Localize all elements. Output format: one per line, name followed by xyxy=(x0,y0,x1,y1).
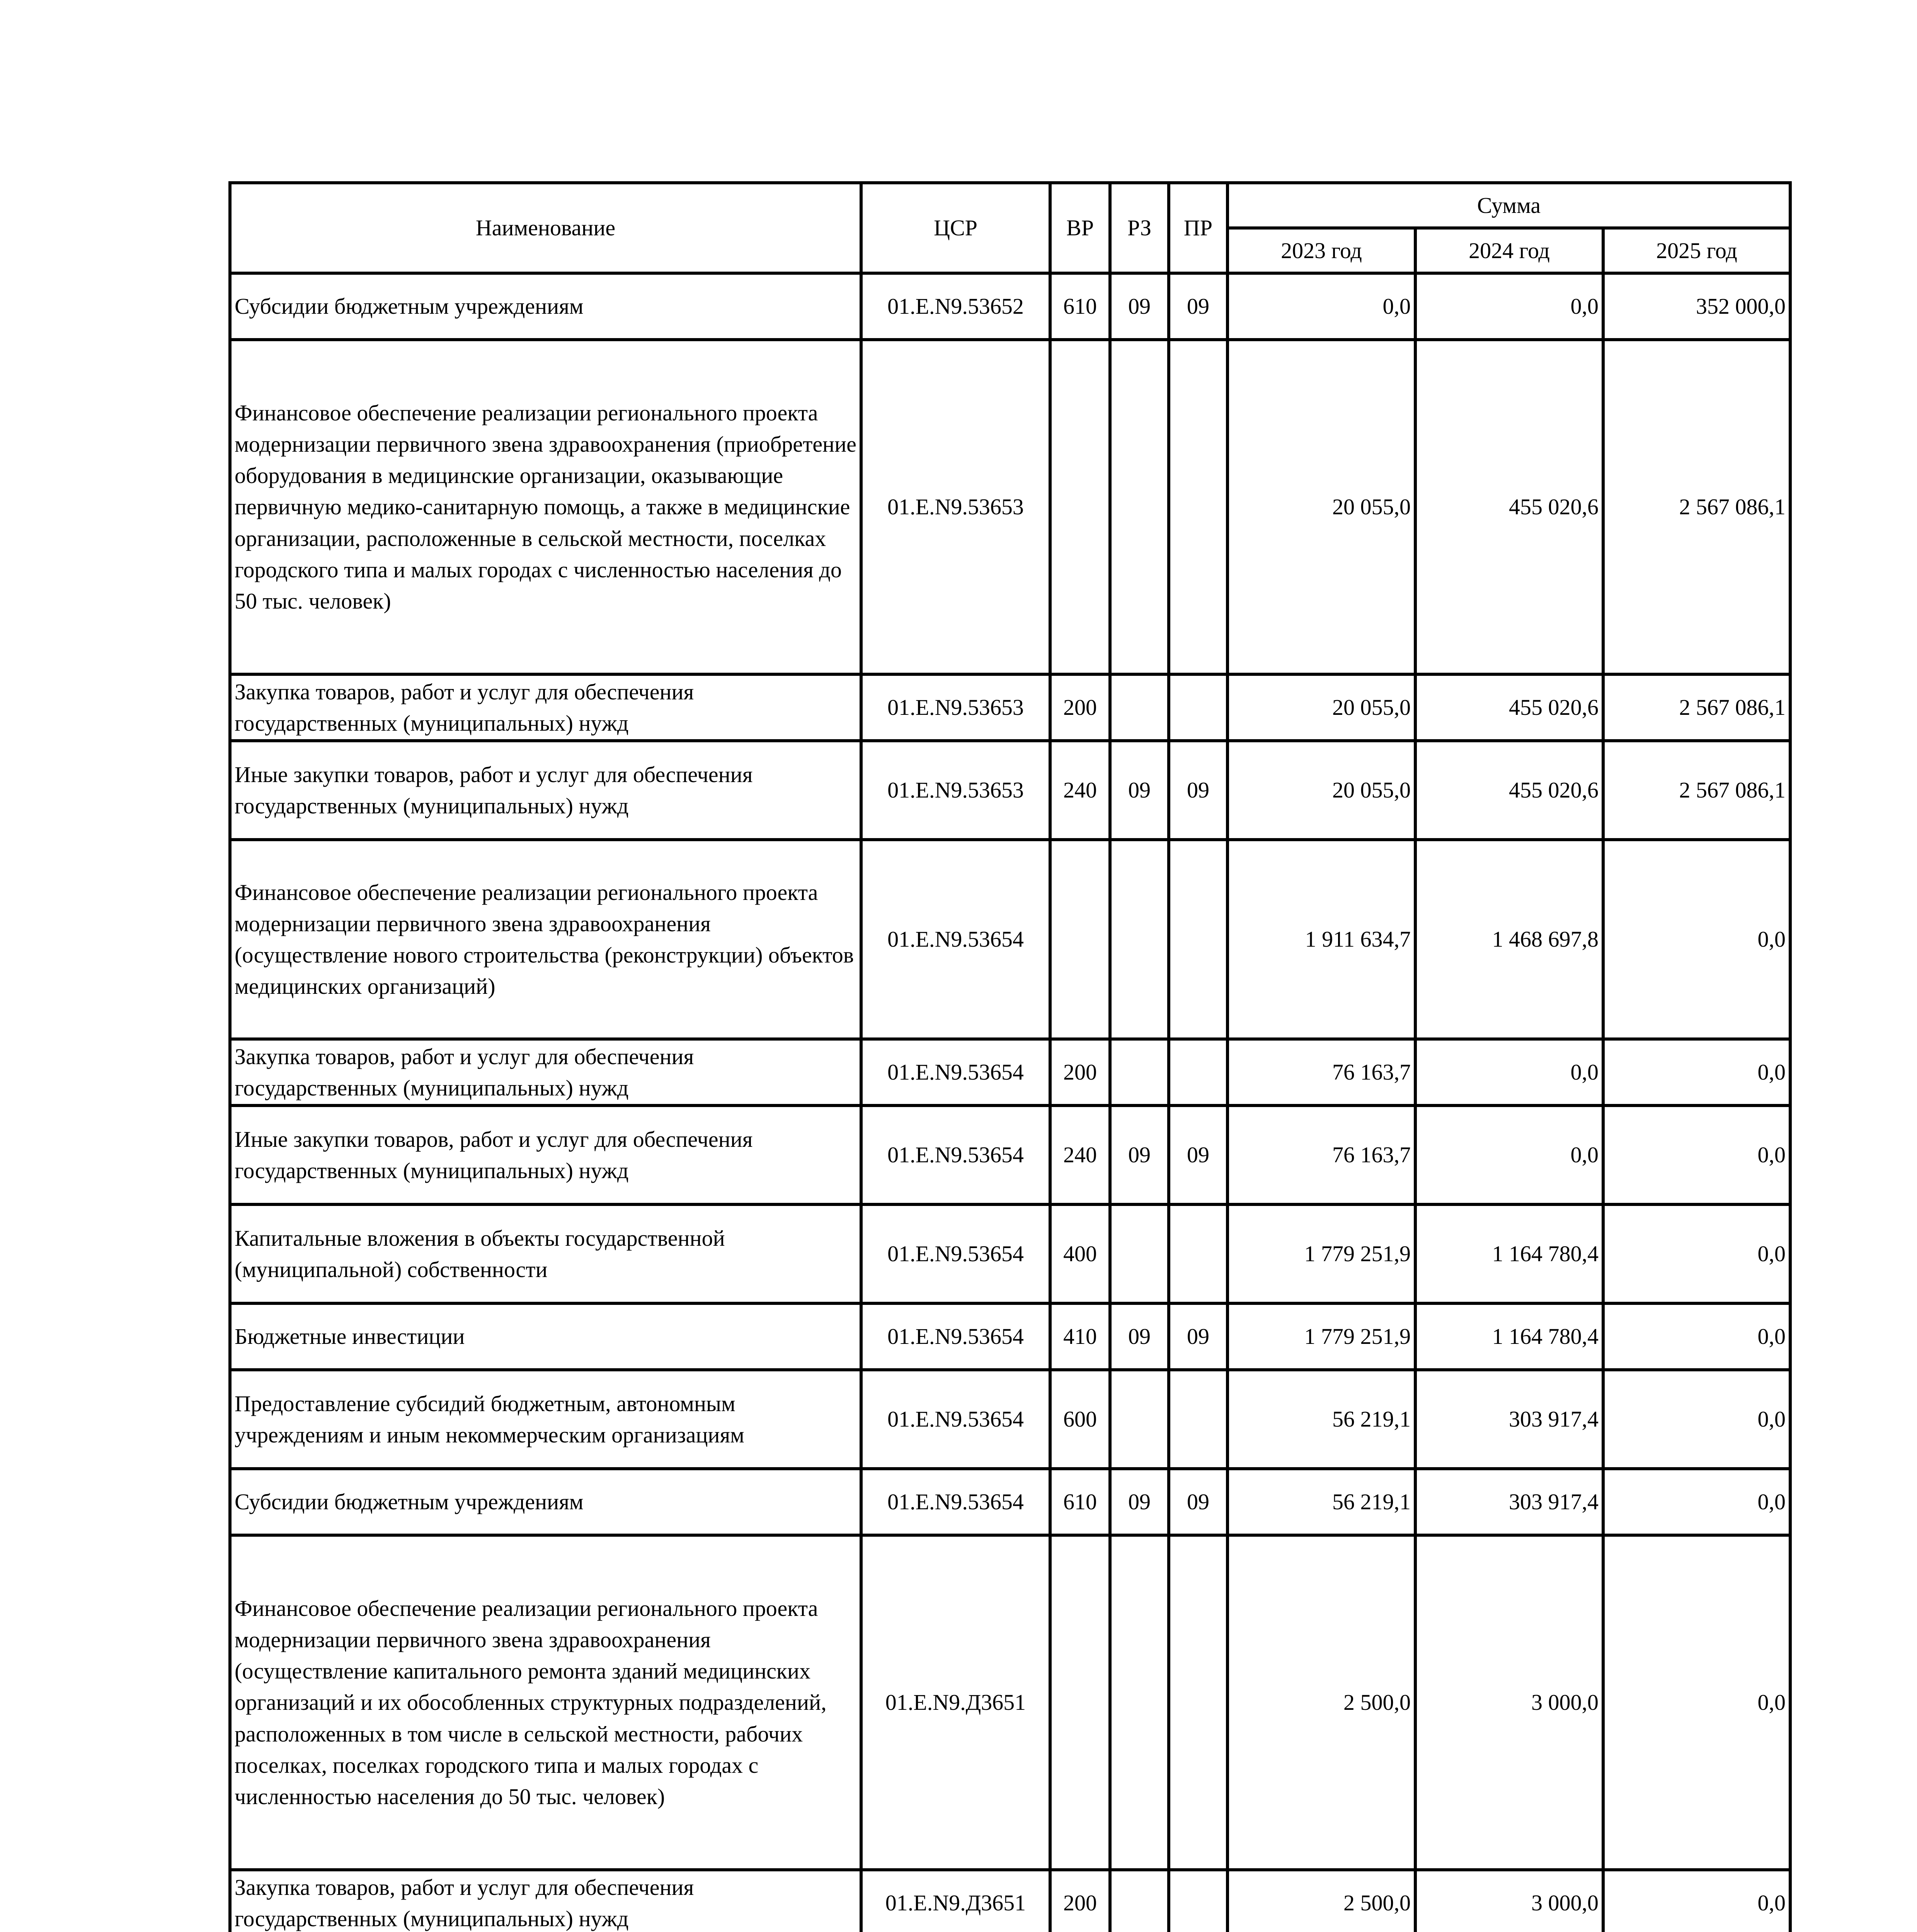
cell-y2025: 0,0 xyxy=(1603,1370,1790,1469)
cell-pr: 09 xyxy=(1169,1105,1227,1204)
cell-pr: 09 xyxy=(1169,1303,1227,1370)
header-vr: ВР xyxy=(1050,183,1110,273)
cell-pr xyxy=(1169,1204,1227,1303)
cell-y2025: 0,0 xyxy=(1603,1204,1790,1303)
cell-rz xyxy=(1110,1204,1169,1303)
cell-vr: 610 xyxy=(1050,273,1110,340)
budget-table xyxy=(228,181,1792,1932)
cell-y2023: 1 779 251,9 xyxy=(1227,1303,1415,1370)
cell-name: Субсидии бюджетным учреждениям xyxy=(230,273,861,340)
cell-y2025: 2 567 086,1 xyxy=(1603,741,1790,840)
cell-vr xyxy=(1050,840,1110,1039)
cell-y2023: 2 500,0 xyxy=(1227,1870,1415,1932)
cell-pr xyxy=(1169,1039,1227,1105)
cell-name: Субсидии бюджетным учреждениям xyxy=(230,1469,861,1535)
cell-vr xyxy=(1050,1535,1110,1870)
cell-rz: 09 xyxy=(1110,1469,1169,1535)
cell-rz xyxy=(1110,674,1169,741)
cell-csr: 01.Е.N9.53654 xyxy=(861,840,1050,1039)
cell-y2025: 2 567 086,1 xyxy=(1603,340,1790,674)
cell-name: Закупка товаров, работ и услуг для обеспечения государственных (муниципальных) нужд xyxy=(230,1039,861,1105)
table-row xyxy=(230,273,1790,340)
cell-csr: 01.Е.N9.53654 xyxy=(861,1105,1050,1204)
header-2025: 2025 год xyxy=(1603,228,1790,273)
cell-rz xyxy=(1110,1039,1169,1105)
cell-rz: 09 xyxy=(1110,741,1169,840)
cell-csr: 01.Е.N9.Д3651 xyxy=(861,1535,1050,1870)
cell-y2023: 76 163,7 xyxy=(1227,1039,1415,1105)
cell-pr xyxy=(1169,340,1227,674)
cell-vr: 400 xyxy=(1050,1204,1110,1303)
cell-pr: 09 xyxy=(1169,1469,1227,1535)
cell-vr: 200 xyxy=(1050,674,1110,741)
cell-name: Закупка товаров, работ и услуг для обеспечения государственных (муниципальных) нужд xyxy=(230,674,861,741)
cell-y2025: 0,0 xyxy=(1603,1469,1790,1535)
cell-csr: 01.Е.N9.53653 xyxy=(861,340,1050,674)
cell-pr: 09 xyxy=(1169,273,1227,340)
cell-csr: 01.Е.N9.53652 xyxy=(861,273,1050,340)
cell-name: Финансовое обеспечение реализации регионального проекта модернизации первичного звена здравоохранения (осуществление капитального ремонта зданий медицинских организаций и их обособленных структурных подразделений, расположенных в том числе в сельской местности, рабочих поселках, поселках городского типа и малых городах с численностью населения до 50 тыс. человек) xyxy=(230,1535,861,1870)
cell-y2024: 0,0 xyxy=(1415,1039,1603,1105)
cell-y2025: 352 000,0 xyxy=(1603,273,1790,340)
cell-rz xyxy=(1110,1370,1169,1469)
header-2023: 2023 год xyxy=(1227,228,1415,273)
cell-vr: 240 xyxy=(1050,1105,1110,1204)
cell-rz xyxy=(1110,840,1169,1039)
cell-pr xyxy=(1169,840,1227,1039)
header-sum: Сумма xyxy=(1227,183,1790,228)
cell-name: Предоставление субсидий бюджетным, автономным учреждениям и иным некоммерческим организациям xyxy=(230,1370,861,1469)
cell-vr: 410 xyxy=(1050,1303,1110,1370)
cell-pr: 09 xyxy=(1169,741,1227,840)
cell-name: Финансовое обеспечение реализации регионального проекта модернизации первичного звена здравоохранения (осуществление нового строительства (реконструкции) объектов медицинских организаций) xyxy=(230,840,861,1039)
table-row xyxy=(230,674,1790,741)
cell-y2025: 0,0 xyxy=(1603,840,1790,1039)
cell-y2024: 455 020,6 xyxy=(1415,674,1603,741)
cell-csr: 01.Е.N9.53654 xyxy=(861,1469,1050,1535)
cell-y2025: 2 567 086,1 xyxy=(1603,674,1790,741)
cell-y2023: 0,0 xyxy=(1227,273,1415,340)
header-csr: ЦСР xyxy=(861,183,1050,273)
cell-y2023: 1 911 634,7 xyxy=(1227,840,1415,1039)
cell-name: Иные закупки товаров, работ и услуг для обеспечения государственных (муниципальных) нужд xyxy=(230,1105,861,1204)
cell-rz: 09 xyxy=(1110,1303,1169,1370)
cell-rz xyxy=(1110,1535,1169,1870)
table-row xyxy=(230,1870,1790,1932)
cell-pr xyxy=(1169,1535,1227,1870)
cell-y2024: 1 164 780,4 xyxy=(1415,1204,1603,1303)
cell-y2025: 0,0 xyxy=(1603,1105,1790,1204)
cell-y2024: 1 468 697,8 xyxy=(1415,840,1603,1039)
cell-y2025: 0,0 xyxy=(1603,1535,1790,1870)
cell-csr: 01.Е.N9.53653 xyxy=(861,674,1050,741)
table-row xyxy=(230,741,1790,840)
cell-y2023: 1 779 251,9 xyxy=(1227,1204,1415,1303)
header-pr: ПР xyxy=(1169,183,1227,273)
cell-vr: 200 xyxy=(1050,1870,1110,1932)
cell-y2024: 303 917,4 xyxy=(1415,1370,1603,1469)
cell-pr xyxy=(1169,1370,1227,1469)
header-rz: РЗ xyxy=(1110,183,1169,273)
cell-y2024: 3 000,0 xyxy=(1415,1535,1603,1870)
cell-y2025: 0,0 xyxy=(1603,1870,1790,1932)
cell-csr: 01.Е.N9.53654 xyxy=(861,1303,1050,1370)
cell-vr xyxy=(1050,340,1110,674)
cell-rz: 09 xyxy=(1110,273,1169,340)
cell-y2024: 455 020,6 xyxy=(1415,340,1603,674)
table-row xyxy=(230,1469,1790,1535)
cell-y2023: 20 055,0 xyxy=(1227,340,1415,674)
table-row xyxy=(230,1535,1790,1870)
cell-rz xyxy=(1110,340,1169,674)
cell-y2023: 76 163,7 xyxy=(1227,1105,1415,1204)
cell-csr: 01.Е.N9.53653 xyxy=(861,741,1050,840)
cell-y2024: 1 164 780,4 xyxy=(1415,1303,1603,1370)
cell-pr xyxy=(1169,674,1227,741)
cell-name: Капитальные вложения в объекты государственной (муниципальной) собственности xyxy=(230,1204,861,1303)
cell-pr xyxy=(1169,1870,1227,1932)
cell-y2024: 0,0 xyxy=(1415,1105,1603,1204)
cell-y2024: 0,0 xyxy=(1415,273,1603,340)
header-row-top xyxy=(230,183,1790,228)
cell-name: Закупка товаров, работ и услуг для обеспечения государственных (муниципальных) нужд xyxy=(230,1870,861,1932)
cell-y2025: 0,0 xyxy=(1603,1039,1790,1105)
table-row xyxy=(230,1204,1790,1303)
cell-y2023: 20 055,0 xyxy=(1227,674,1415,741)
cell-name: Бюджетные инвестиции xyxy=(230,1303,861,1370)
cell-y2024: 3 000,0 xyxy=(1415,1870,1603,1932)
cell-y2024: 303 917,4 xyxy=(1415,1469,1603,1535)
cell-vr: 610 xyxy=(1050,1469,1110,1535)
cell-y2024: 455 020,6 xyxy=(1415,741,1603,840)
cell-y2023: 2 500,0 xyxy=(1227,1535,1415,1870)
cell-csr: 01.Е.N9.Д3651 xyxy=(861,1870,1050,1932)
cell-csr: 01.Е.N9.53654 xyxy=(861,1204,1050,1303)
cell-y2023: 20 055,0 xyxy=(1227,741,1415,840)
table-row xyxy=(230,340,1790,674)
header-name: Наименование xyxy=(230,183,861,273)
table-body xyxy=(230,273,1790,1932)
cell-rz: 09 xyxy=(1110,1105,1169,1204)
table-row xyxy=(230,1370,1790,1469)
table-row xyxy=(230,1303,1790,1370)
table-row xyxy=(230,1039,1790,1105)
cell-csr: 01.Е.N9.53654 xyxy=(861,1370,1050,1469)
cell-y2025: 0,0 xyxy=(1603,1303,1790,1370)
cell-csr: 01.Е.N9.53654 xyxy=(861,1039,1050,1105)
cell-name: Финансовое обеспечение реализации регионального проекта модернизации первичного звена здравоохранения (приобретение оборудования в медицинские организации, оказывающие первичную медико-санитарную помощь, а также в медицинские организации, расположенные в сельской местности, поселках городского типа и малых городах с численностью населения до 50 тыс. человек) xyxy=(230,340,861,674)
header-2024: 2024 год xyxy=(1415,228,1603,273)
table-row xyxy=(230,840,1790,1039)
cell-vr: 240 xyxy=(1050,741,1110,840)
cell-vr: 600 xyxy=(1050,1370,1110,1469)
cell-vr: 200 xyxy=(1050,1039,1110,1105)
cell-y2023: 56 219,1 xyxy=(1227,1469,1415,1535)
cell-name: Иные закупки товаров, работ и услуг для обеспечения государственных (муниципальных) нужд xyxy=(230,741,861,840)
cell-y2023: 56 219,1 xyxy=(1227,1370,1415,1469)
table-row xyxy=(230,1105,1790,1204)
cell-rz xyxy=(1110,1870,1169,1932)
